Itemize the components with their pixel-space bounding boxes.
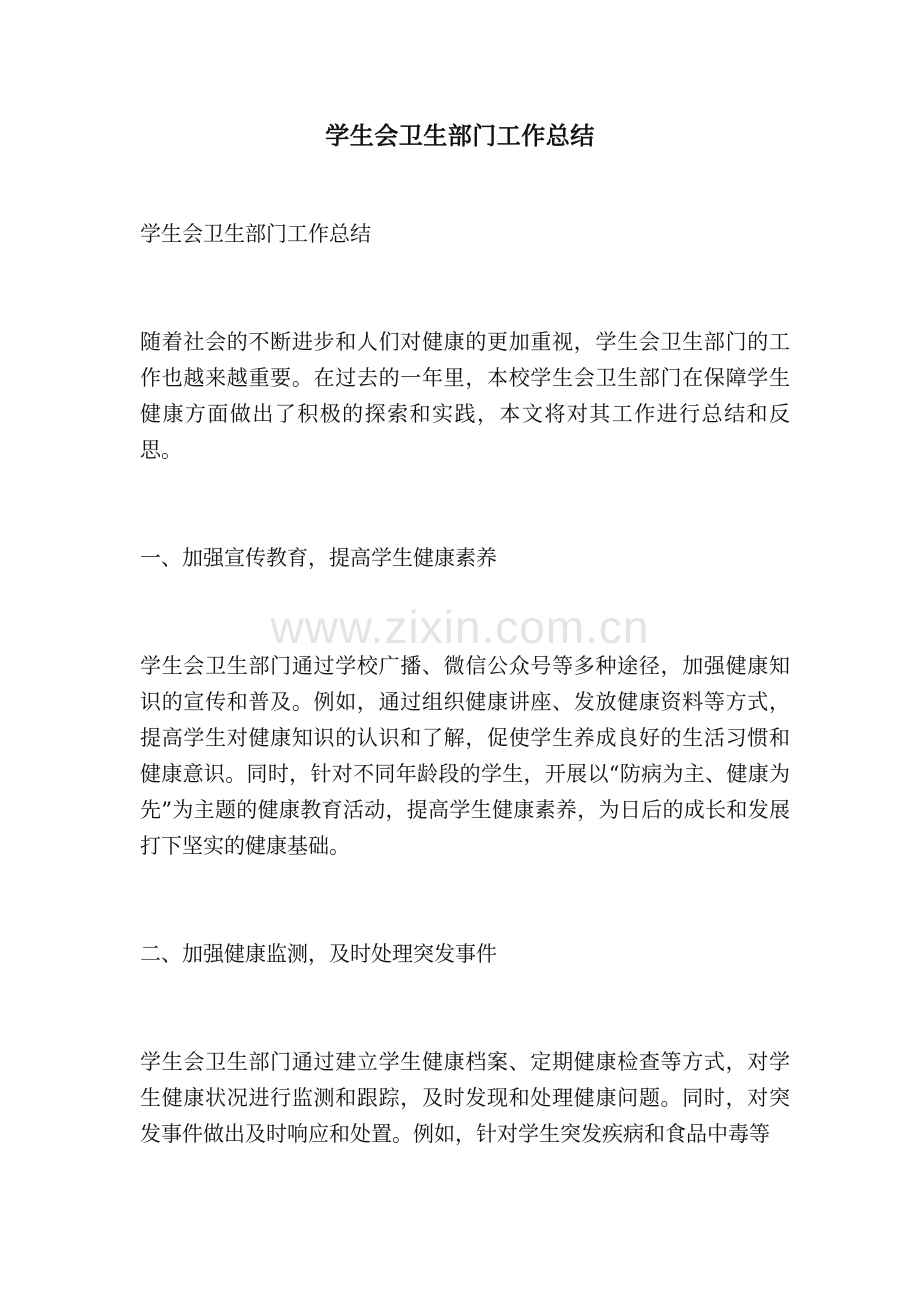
watermark: www.zixin.com.cn [270,601,650,653]
document-body [140,216,790,1152]
document-title: 学生会卫生部门工作总结 [325,121,595,150]
document-subtitle: 学生会卫生部门工作总结 [140,222,371,246]
section-1-heading: 一、加强宣传教育，提高学生健康素养 [140,546,497,570]
section-2-paragraph: 学生会卫生部门通过建立学生健康档案、定期健康检查等方式，对学生健康状况进行监测和跟踪，及时发现和处理健康问题。同时，对突发事件做出及时响应和处置。例如，针对学生突发疾病和食品中毒等 [140,1050,790,1146]
section-1-paragraph: 学生会卫生部门通过学校广播、微信公众号等多种途径，加强健康知识的宣传和普及。例如，通过组织健康讲座、发放健康资料等方式，提高学生对健康知识的认识和了解，促使学生养成良好的生活习惯和健康意识。同时，针对不同年龄段的学生，开展以“防病为主、健康为先”为主题的健康教育活动，提高学生健康素养，为日后的成长和发展打下坚实的健康基础。 [140,654,790,858]
intro-paragraph: 随着社会的不断进步和人们对健康的更加重视，学生会卫生部门的工作也越来越重要。在过去的一年里，本校学生会卫生部门在保障学生健康方面做出了积极的探索和实践，本文将对其工作进行总结和反思。 [140,330,790,462]
section-2-heading: 二、加强健康监测，及时处理突发事件 [140,942,497,966]
